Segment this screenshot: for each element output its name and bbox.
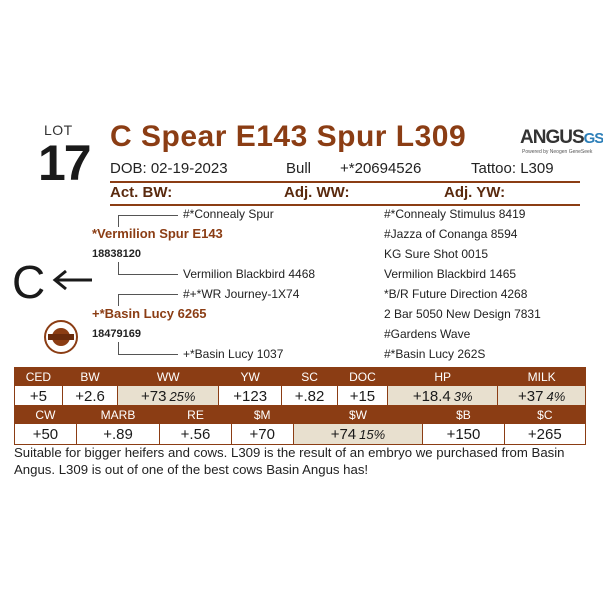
- adjusted-yearling-weight-label: Adj. YW:: [444, 184, 506, 201]
- pedigree-right-7: #Gardens Wave: [384, 327, 471, 341]
- pedigree-right-6: 2 Bar 5050 New Design 7831: [384, 307, 541, 321]
- epd-value-doc: +15: [337, 386, 387, 407]
- epd-header-marb: MARB: [76, 406, 159, 424]
- epd-value-b: +150: [423, 424, 504, 445]
- registration-number: +*20694526: [340, 160, 422, 177]
- epd-value-bw: +2.6: [62, 386, 118, 407]
- epd-header-m: $M: [231, 406, 293, 424]
- tree-line: [118, 294, 178, 295]
- dam-dam: +*Basin Lucy 1037: [183, 347, 284, 361]
- certified-angus-badge-icon: [44, 320, 78, 354]
- tree-line: [118, 342, 119, 354]
- logo-subtitle: Powered by Neogen GeneSeek: [522, 149, 593, 155]
- adjusted-weaning-weight-label: Adj. WW:: [284, 184, 350, 201]
- epd-value-w: +74 15%: [293, 424, 423, 445]
- animal-name: C Spear E143 Spur L309: [110, 120, 467, 153]
- epd-header-c: $C: [504, 406, 585, 424]
- epd-header-doc: DOC: [337, 368, 387, 386]
- c-mark: C: [12, 256, 46, 308]
- epd-table-row-1: [14, 367, 586, 407]
- epd-value-hp: +18.4 3%: [388, 386, 498, 407]
- pedigree-right-1: #*Connealy Stimulus 8419: [384, 207, 526, 221]
- epd-value-row: [15, 424, 586, 445]
- lot-description: Suitable for bigger heifers and cows. L309 is the result of an embryo we purchased from Basin Angus. L309 is out of one of the best cows Basin Angus has!: [14, 445, 565, 477]
- epd-pct-w: 15%: [359, 426, 386, 442]
- dam-sire: #+*WR Journey-1X74: [183, 287, 300, 301]
- lot-label: LOT: [44, 122, 73, 138]
- epd-table-row-2: [14, 405, 586, 445]
- pedigree-right-2: #Jazza of Conanga 8594: [384, 227, 518, 241]
- sire-registration: 18838120: [92, 248, 141, 260]
- sire-name: *Vermilion Spur E143: [92, 226, 223, 241]
- pedigree-right-8: #*Basin Lucy 262S: [384, 347, 486, 361]
- tree-line: [118, 274, 178, 275]
- tree-line: [118, 215, 178, 216]
- epd-header-w: $W: [293, 406, 423, 424]
- epd-value-milk: +37 4%: [498, 386, 586, 407]
- epd-header-b: $B: [423, 406, 504, 424]
- epd-value-m: +70: [231, 424, 293, 445]
- epd-header-bw: BW: [62, 368, 118, 386]
- epd-value-yw: +123: [219, 386, 282, 407]
- epd-header-row: [15, 368, 586, 386]
- epd-value-re: +.56: [160, 424, 232, 445]
- epd-header-yw: YW: [219, 368, 282, 386]
- epd-pct-ww: 25%: [169, 388, 196, 404]
- angus-gs-logo: [520, 127, 603, 149]
- epd-header-row: [15, 406, 586, 424]
- pedigree-right-4: Vermilion Blackbird 1465: [384, 267, 517, 281]
- epd-value-ww: +73 25%: [118, 386, 219, 407]
- epd-value-row: [15, 386, 586, 407]
- epd-value-sc: +.82: [282, 386, 338, 407]
- epd-header-re: RE: [160, 406, 232, 424]
- tattoo: Tattoo: L309: [471, 160, 554, 177]
- tree-line: [118, 262, 119, 274]
- epd-pct-milk: 4%: [546, 388, 566, 404]
- logo-main: ANGUS: [520, 127, 584, 148]
- dam-registration: 18479169: [92, 328, 141, 340]
- epd-value-ced: +5: [15, 386, 63, 407]
- pedigree-right-3: KG Sure Shot 0015: [384, 247, 489, 261]
- dam-name: +*Basin Lucy 6265: [92, 306, 207, 321]
- tree-line: [118, 354, 178, 355]
- epd-value-marb: +.89: [76, 424, 159, 445]
- epd-header-hp: HP: [388, 368, 498, 386]
- epd-header-ww: WW: [118, 368, 219, 386]
- epd-header-milk: MILK: [498, 368, 586, 386]
- actual-birth-weight-label: Act. BW:: [110, 184, 173, 201]
- epd-value-cw: +50: [15, 424, 77, 445]
- dob: DOB: 02-19-2023: [110, 160, 228, 177]
- epd-header-sc: SC: [282, 368, 338, 386]
- epd-value-c: +265: [504, 424, 585, 445]
- epd-pct-hp: 3%: [453, 388, 473, 404]
- sire-sire: #*Connealy Spur: [183, 207, 274, 221]
- pedigree-right-5: *B/R Future Direction 4268: [384, 287, 528, 301]
- sex: Bull: [286, 160, 312, 177]
- sire-dam: Vermilion Blackbird 4468: [183, 267, 316, 281]
- tree-line: [118, 294, 119, 306]
- logo-accent: GS: [583, 130, 603, 147]
- epd-header-cw: CW: [15, 406, 77, 424]
- arrow-left-icon: [50, 268, 94, 292]
- lot-number: 17: [38, 135, 90, 191]
- epd-header-ced: CED: [15, 368, 63, 386]
- performance-row: [110, 181, 580, 206]
